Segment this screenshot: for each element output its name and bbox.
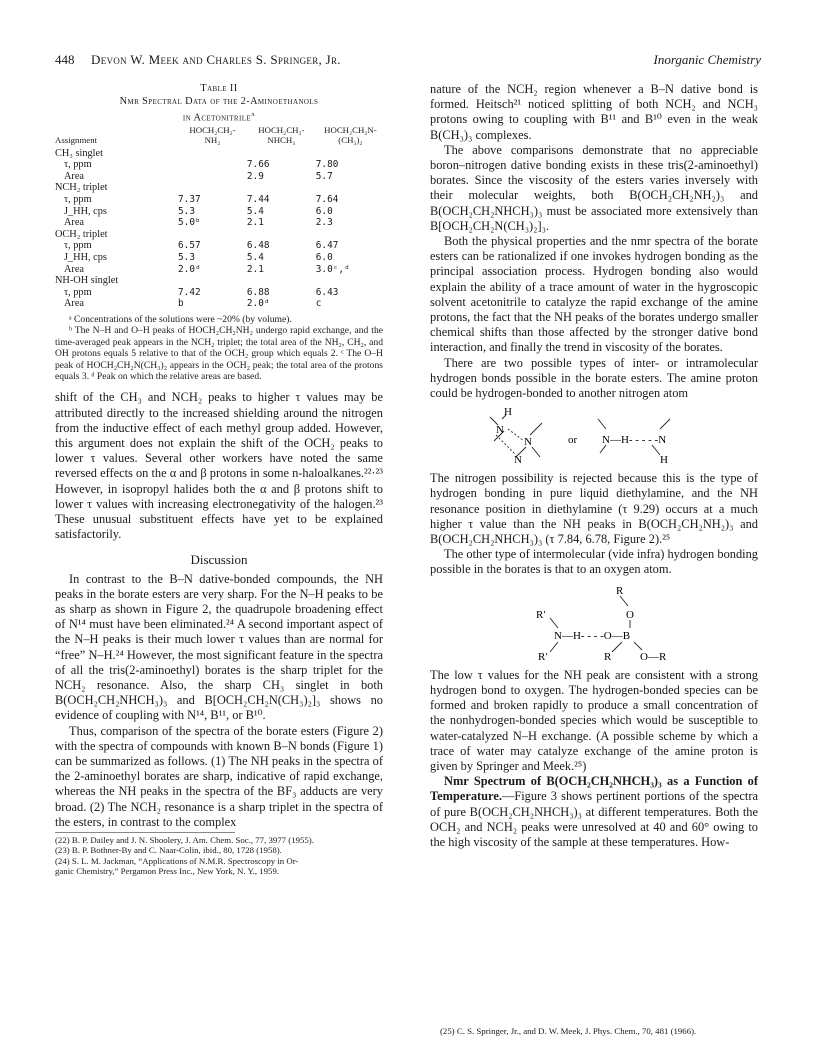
temperature-subheading: Nmr Spectrum of B(OCH₂CH₂NHCH₃)₃ as a Function of Temperature.: [430, 774, 758, 804]
cell-c3: [316, 229, 385, 241]
cell-c1: [178, 148, 247, 160]
reference-23: (23) B. P. Bothner-By and C. Naar-Colin, ibid., 80, 1728 (1958).: [55, 845, 282, 856]
page-header: [55, 52, 761, 70]
cell-c1: b: [178, 298, 184, 310]
row-label: Area: [64, 217, 85, 229]
table-row: [55, 194, 385, 206]
cell-c1: [178, 275, 247, 287]
assignment-header: Assignment: [55, 135, 98, 146]
col3-header: HOCH₂CH₂N- (CH₃)₂: [324, 125, 377, 146]
cell-c2: 7.66: [246, 159, 270, 171]
table-group-row: [55, 229, 385, 241]
cell-c1: 2.0ᵈ: [178, 263, 201, 275]
cell-c3: 3.0ᶜ,ᵈ: [315, 263, 350, 275]
table-caption-line2: in Acetonitrile$^a$: [182, 110, 256, 124]
running-authors: Devon W. Meek and Charles S. Springer, Jr.: [91, 52, 341, 67]
diagram2-r-mid: R: [604, 650, 612, 662]
cell-c2: [247, 275, 316, 287]
diagram2-o-r: O—R: [640, 650, 667, 662]
nmr-data-table: [55, 126, 385, 310]
cell-c1: 6.57: [178, 240, 201, 252]
cell-c1: 5.3: [178, 205, 195, 217]
table-row: [55, 206, 385, 218]
row-label: NH-OH singlet: [55, 275, 119, 287]
cell-c1: 7.42: [178, 286, 201, 298]
diagram2-chain: N—H- - - -O—B: [554, 629, 631, 642]
row-label: OCH₂ triplet: [55, 228, 108, 240]
oxygen-hbond-diagram: [430, 582, 758, 662]
cell-c3: [316, 275, 385, 287]
reference-25: (25) C. S. Springer, Jr., and D. W. Meek, J. Phys. Chem., 70, 481 (1966).: [440, 1026, 697, 1036]
right-paragraph-6: The other type of intermolecular (vide infra) hydrogen bonding possible in the borates is that to an oxygen atom.: [430, 547, 758, 577]
cell-c3: 5.7: [315, 170, 333, 182]
cell-c1: 5.3: [178, 251, 195, 263]
cell-c2: [247, 182, 316, 194]
diagram1-n3: N: [514, 454, 522, 466]
nitrogen-hbond-diagram: [430, 405, 758, 465]
cell-c1: [178, 182, 247, 194]
cell-c1: 5.0ᵇ: [178, 217, 201, 229]
diagram2-r-prime-bottom: R′: [538, 650, 548, 662]
table-header-row: [55, 126, 385, 147]
table-row: [55, 298, 385, 310]
cell-c1: [178, 229, 247, 241]
table-title: Table II: [200, 83, 238, 94]
table-row: [55, 252, 385, 264]
cell-c1: 7.37: [178, 193, 201, 205]
row-label: J_HH, cps: [64, 251, 107, 263]
cell-c2: [247, 148, 316, 160]
row-label: τ, ppm: [64, 193, 92, 205]
cell-c3: [316, 148, 385, 160]
right-paragraph-7: The low τ values for the NH peak are consistent with a strong hydrogen bond to oxygen. The hydrogen-bonded species can be formed and broken rapidly to produce a small concentration of the nonhydrogen-bonded species which would be susceptible to water-catalyzed N–H exchange. (A possible scheme by which a trace of water may catalyze exchange of the amine proton is given by Springer and Meek.²⁵): [430, 667, 758, 773]
cell-c3: 7.64: [315, 193, 339, 205]
table-row: [55, 171, 385, 183]
cell-c3: 7.80: [315, 159, 339, 171]
right-paragraph-2: The above comparisons demonstrate that no appreciable boron–nitrogen dative bonding exists in these tris(2-aminoethyl) borates. Since the viscosity of the esters varies inversely with their molecular weights, both B(OCH₂CH₂NH₂)₃ and B(OCH₂CH₂NHCH₃)₃ must be associated more extensively than B[OCH₂CH₂N(CH₃)₂]₃.: [430, 142, 758, 233]
row-label: τ, ppm: [64, 159, 92, 171]
cell-c3: 2.3: [315, 217, 333, 229]
table-row: [55, 240, 385, 252]
row-label: CH₃ singlet: [55, 147, 103, 159]
cell-c2: 2.9: [246, 170, 264, 182]
left-paragraph-3: Thus, comparison of the spectra of the borate esters (Figure 2) with the spectra of compounds with known B–N bonds (Figure 1) can be summarized as follows. (1) The NH peaks in the spectra of the 2-aminoethyl borates are sharp, indicative of rapid exchange, whereas the NH peaks in the spectra of the BF₃ adducts are very broad. (2) The NCH₂ resonance is a sharp triplet in the spectra of the esters, in contrast to the complex: [55, 723, 383, 829]
diagram1-h-bottom: H: [660, 454, 668, 466]
nitrogen-hbond-structure: [430, 405, 758, 465]
right-paragraph-8: Nmr Spectrum of B(OCH₂CH₂NHCH₃)₃ as a Function of Temperature.—Figure 3 shows pertinent portions of the spectra of pure B(OCH₂CH₂NHCH₃)₃ at different temperatures. Both the OCH₂ and NCH₂ peaks were unresolved at 40 and 60° owing to the high viscosity of the sample at these temperatures. How-: [430, 774, 758, 849]
footnote-d: ᵈ Peak on which the relative areas are based.: [91, 370, 262, 382]
cell-c3: c: [315, 298, 322, 310]
diagram1-h-top: H: [504, 406, 512, 419]
cell-c2: 2.0ᵈ: [246, 298, 270, 310]
cell-c2: 2.1: [246, 263, 264, 275]
row-label: τ, ppm: [64, 240, 92, 252]
cell-c2: [247, 229, 316, 241]
table-group-row: [55, 182, 385, 194]
cell-c3: 6.0: [315, 251, 333, 263]
right-column: [430, 82, 758, 850]
table-footnotes: [55, 314, 383, 382]
page-number: 448: [55, 52, 75, 67]
right-paragraph-4: There are two possible types of inter- or intramolecular hydrogen bonds possible in the borate esters. The amine proton could be hydrogen-bonded to another nitrogen atom: [430, 355, 758, 401]
table-row: [55, 287, 385, 299]
table-row: [55, 264, 385, 276]
right-paragraph-3: Both the physical properties and the nmr spectra of the borate esters can be rationalized if one invokes hydrogen bonding as the principal association process. Hydrogen bonding also would explain the ability of a trace amount of water in the hygroscopic solvent acetonitrile to catalyze the rapid exchange of the amine protons, the fact that the NH peaks of the borates undergo smaller chemical shifts than those affected by the stronger dative bond interaction, and finally the trend in viscosity of the borates.: [430, 234, 758, 355]
cell-c2: 2.1: [246, 217, 264, 229]
diagram1-chain: N—H- - - - -N: [602, 434, 667, 447]
diagram2-o-top: O: [626, 608, 634, 621]
diagram2-r-prime-top: R′: [536, 608, 546, 621]
table-row: [55, 159, 385, 171]
cell-c2: 6.88: [246, 286, 270, 298]
diagram1-n2: N: [524, 436, 532, 449]
right-paragraph-5: The nitrogen possibility is rejected because this is the type of hydrogen bonding in pure liquid diethylamine, and the NH resonance position in diethylamine (τ 9.29) occurs at a much higher τ value than the NH peaks in B(OCH₂CH₂NH₂)₃ and B(OCH₂CH₂NHCH₃)₃ (τ 7.84, 6.78, Figure 2).²⁵: [430, 471, 758, 547]
discussion-heading: Discussion: [190, 552, 248, 568]
cell-c2: 6.48: [246, 240, 270, 252]
table-row: [55, 217, 385, 229]
row-label: τ, ppm: [64, 286, 92, 298]
reference-24a: (24) S. L. M. Jackman, “Applications of N.M.R. Spectroscopy in Or-: [55, 855, 299, 866]
col2-header: HOCH₂CH₂- NHCH₃: [258, 125, 305, 146]
footnote-a: ᵃ Concentrations of the solutions were ~20% (by volume).: [69, 313, 292, 325]
cell-c3: [316, 182, 385, 194]
cell-c2: 5.4: [246, 251, 264, 263]
diagram2-r-top: R: [616, 584, 624, 597]
left-column: [55, 82, 383, 877]
journal-name: Inorganic Chemistry: [653, 52, 761, 67]
row-label: Area: [64, 263, 85, 275]
reference-22: (22) B. P. Dailey and J. N. Shoolery, J. Am. Chem. Soc., 77, 3977 (1955).: [55, 835, 314, 846]
left-paragraph-2: In contrast to the B–N dative-bonded compounds, the NH peaks in the borate esters are very sharp. For the N–H peaks to be as sharp as shown in Figure 2, the quadrupole broadening effect of N¹⁴ must have been eliminated.²⁴ A second important aspect of the N–H peaks is their much lower τ values than are normal for “free” N–H.²⁴ However, the most significant feature in the spectra of all the tris(2-aminoethyl) borates is the sharp triplet for the NCH₂ resonance. Also, the sharp CH₃ singlet in both B(OCH₂CH₂NHCH₃)₃ and B[OCH₂CH₂N(CH₃)₂]₃ shows no evidence of coupling with N¹⁴, B¹¹, or B¹⁰.: [55, 571, 383, 723]
left-paragraph-1: shift of the CH₃ and NCH₂ peaks to higher τ values may be attributed directly to the increased shielding around the nitrogen from the inductive effect of each methyl group added. However, this argument does not explain the shift of the OCH₂ peaks to lower τ values. Several other workers have noted the same reversed effects on the α and β protons in some n-haloalkanes.²²·²³ However, in isopropyl halides both the α and β protons shift to lower τ values with increasing electronegativity of the halogen.²³ These unusual substituent effects have yet to be explained satisfactorily.: [55, 390, 383, 542]
right-paragraph-1: nature of the NCH₂ region whenever a B–N dative bond is formed. Heitsch²¹ noticed splitting of both NCH₂ and NCH₃ protons owing to coupling with B¹¹ and B¹⁰ even in the weak B(CH₃)₃ complexes.: [430, 82, 758, 142]
row-label: NCH₂ triplet: [55, 182, 108, 194]
row-label: Area: [64, 298, 85, 310]
footnote-c: ᶜ The O–H peak of HOCH₂CH₂N(CH₃)₂ appears in the OCH₂ peak; the total area of the protons equals 3.: [55, 348, 383, 382]
diagram1-n1: N: [496, 424, 504, 437]
cell-c1: [178, 159, 247, 171]
cell-c2: 7.44: [246, 193, 270, 205]
row-label: Area: [64, 170, 85, 182]
cell-c3: 6.47: [315, 240, 339, 252]
footnote-b: ᵇ The N–H and O–H peaks of HOCH₂CH₂NH₂ undergo rapid exchange, and the time-averaged peak appears in the NCH₂ triplet; the total area of the NH₂, CH₂, and OH protons equals 5 relative to that of the OCH₂ group which equals 2. ᶜ The O–H peak of HOCH₂CH₂N(CH₃)₂ appears in the OCH₂ peak; the total area of the protons equals 3. ᵈ Peak on which the relative areas are based.: [55, 325, 383, 382]
cell-c3: 6.0: [315, 205, 333, 217]
table-caption-line1: Nmr Spectral Data of the 2-Aminoethanols: [119, 96, 319, 107]
cell-c1: [178, 171, 247, 183]
diagram1-or: or: [568, 434, 578, 447]
reference-24b: ganic Chemistry,” Pergamon Press Inc., New York, N. Y., 1959.: [55, 866, 280, 877]
col1-header: HOCH₂CH₂- NH₂: [189, 125, 236, 146]
cell-c3: 6.43: [315, 286, 339, 298]
table-group-row: [55, 275, 385, 287]
oxygen-hbond-structure: [430, 582, 758, 662]
table-group-row: [55, 148, 385, 160]
row-label: J_HH, cps: [64, 205, 107, 217]
references-left: [55, 832, 314, 877]
cell-c2: 5.4: [246, 205, 264, 217]
